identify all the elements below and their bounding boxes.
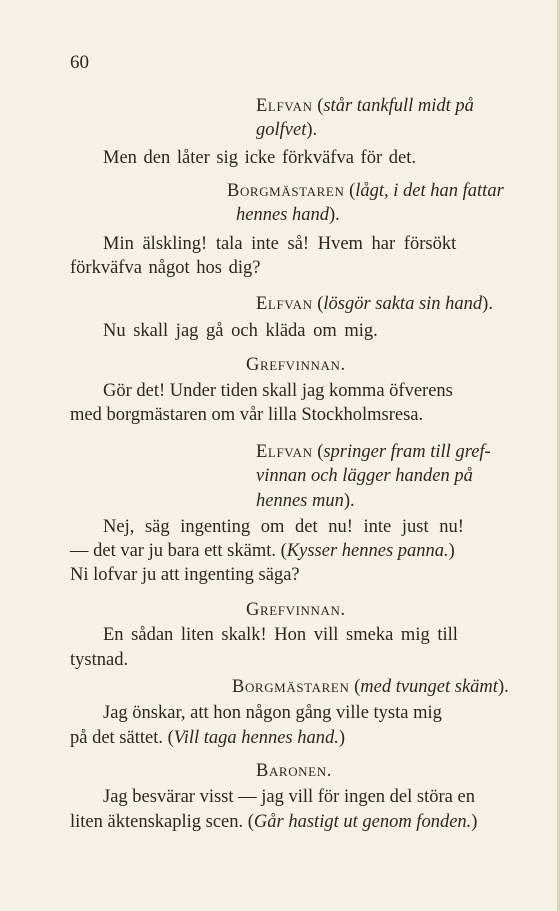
text-run: ). xyxy=(497,677,509,697)
text-run: ( xyxy=(312,442,324,462)
text-run: tystnad. xyxy=(70,650,129,670)
speaker-heading xyxy=(256,760,332,782)
text-run: på det sättet. ( xyxy=(70,728,174,748)
stage-direction xyxy=(256,490,355,512)
stage-direction-text: lågt, i det han fattar xyxy=(355,181,504,201)
text-run: med borgmästaren om vår lilla Stockholmsresa. xyxy=(70,405,424,425)
text-run: liten äktenskaplig scen. ( xyxy=(70,812,254,832)
text-run: — det var ju bara ett skämt. ( xyxy=(70,541,287,561)
text-run: ( xyxy=(312,96,324,116)
stage-direction-text: står tankfull midt på xyxy=(323,96,474,116)
dialogue-line xyxy=(103,786,475,808)
stage-direction-text: hennes hand xyxy=(236,205,329,225)
stage-direction xyxy=(236,204,340,226)
dialogue-line xyxy=(70,257,260,279)
page-number: 60 xyxy=(70,52,89,73)
dialogue-line xyxy=(103,516,464,538)
text-run: Jag önskar, att hon någon gång ville tysta mig xyxy=(103,703,442,723)
text-run: Ni lofvar ju att ingenting säga? xyxy=(70,565,300,585)
text-run: ) xyxy=(448,541,455,561)
stage-direction-text: Går hastigt ut genom fonden. xyxy=(253,812,472,832)
dialogue-line xyxy=(70,727,345,749)
stage-direction-text: vinnan och lägger handen på xyxy=(256,466,473,486)
text-run: förkväfva något hos dig? xyxy=(70,258,261,278)
speaker-name: Elfvan xyxy=(256,96,313,116)
text-run: Nu skall jag gå och kläda om mig. xyxy=(103,321,378,341)
stage-direction-text: hennes mun xyxy=(256,491,344,511)
stage-direction-text: Kysser hennes panna. xyxy=(286,541,449,561)
text-run: ( xyxy=(344,181,356,201)
text-run: ). xyxy=(329,205,340,225)
speaker-name: Grefvinnan. xyxy=(246,355,346,375)
stage-direction xyxy=(256,95,474,117)
speaker-heading xyxy=(246,354,346,376)
dialogue-line xyxy=(103,320,378,342)
speaker-name: Borgmästaren xyxy=(227,181,345,201)
dialogue-line xyxy=(103,702,442,724)
text-run: ) xyxy=(471,812,478,832)
text-run: Jag besvärar visst — jag vill för ingen del störa en xyxy=(103,787,475,807)
speaker-heading xyxy=(246,599,346,621)
text-run: Min älskling! tala inte så! Hvem har försökt xyxy=(103,234,457,254)
stage-direction xyxy=(256,119,317,141)
stage-direction-text: lösgör sakta sin hand xyxy=(323,294,483,314)
stage-direction xyxy=(227,180,504,202)
dialogue-line xyxy=(70,540,455,562)
dialogue-line xyxy=(70,649,128,671)
stage-direction-text: springer fram till gref- xyxy=(323,442,491,462)
dialogue-line xyxy=(70,564,300,586)
text-run: ). xyxy=(306,120,318,140)
speaker-name: Elfvan xyxy=(256,442,313,462)
speaker-name: Elfvan xyxy=(256,294,313,314)
text-run: En sådan liten skalk! Hon vill smeka mig till xyxy=(103,625,458,645)
text-run: Gör det! Under tiden skall jag komma öfverens xyxy=(103,381,453,401)
stage-direction xyxy=(256,441,491,463)
speaker-name: Borgmästaren xyxy=(232,677,350,697)
stage-direction xyxy=(256,465,473,487)
stage-direction-text: Vill taga hennes hand. xyxy=(173,728,339,748)
text-run: ( xyxy=(349,677,361,697)
dialogue-line xyxy=(103,147,416,169)
text-run: Nej, säg ingenting om det nu! inte just nu! xyxy=(103,517,464,537)
text-run: ) xyxy=(338,728,346,748)
speaker-name: Grefvinnan. xyxy=(246,600,346,620)
stage-direction-text: golfvet xyxy=(256,120,307,140)
stage-direction xyxy=(256,293,493,315)
dialogue-line xyxy=(70,404,423,426)
dialogue-line xyxy=(70,811,477,833)
stage-direction-text: med tvunget skämt xyxy=(360,677,498,697)
speaker-name: Baronen. xyxy=(256,761,332,781)
text-run: Men den låter sig icke förkväfva för det. xyxy=(103,148,416,168)
stage-direction xyxy=(232,676,509,698)
text-run: ). xyxy=(482,294,493,314)
dialogue-line xyxy=(103,233,456,255)
dialogue-line xyxy=(103,624,458,646)
dialogue-line xyxy=(103,380,453,402)
text-run: ( xyxy=(312,294,324,314)
text-run: ). xyxy=(343,491,355,511)
